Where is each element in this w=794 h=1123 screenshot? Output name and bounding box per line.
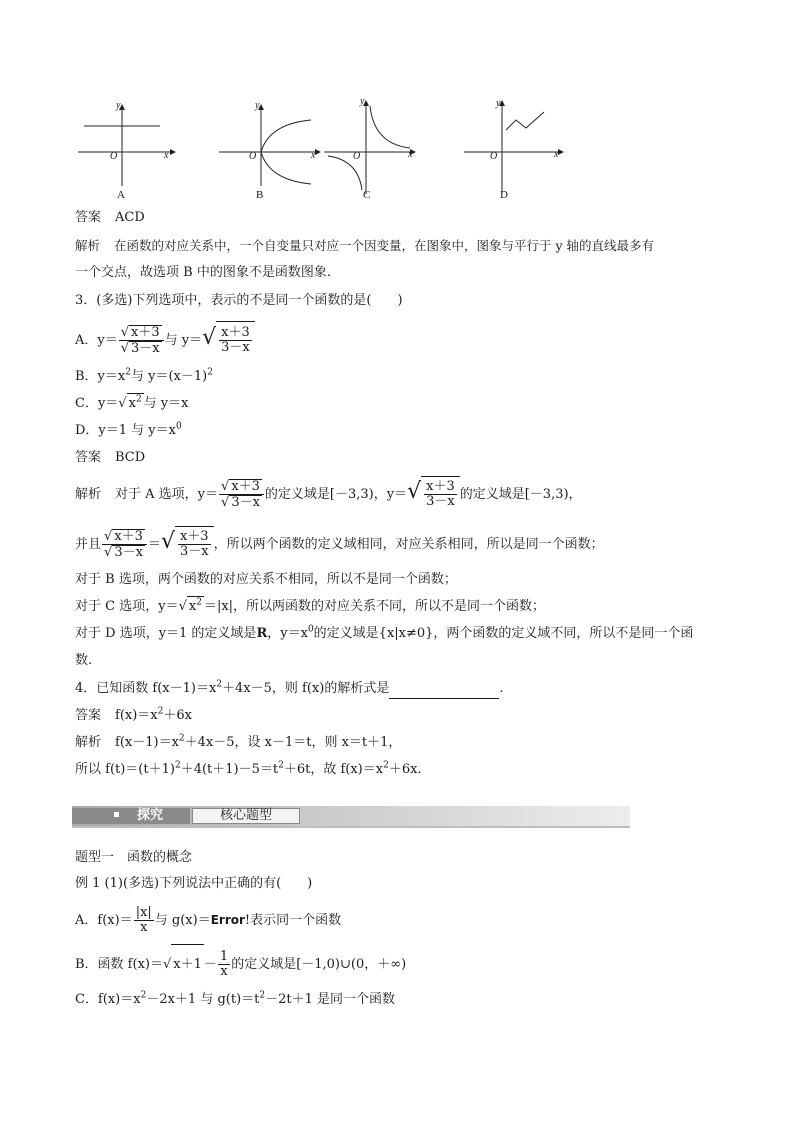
text: ＋4x－5，则 f(x)的解析式是 (222, 681, 390, 696)
q3-option-c (75, 393, 188, 414)
graph-c-caption: C (363, 189, 371, 201)
frac-den: 3－x (179, 544, 209, 559)
frac-den: x (140, 920, 148, 935)
graph-b-origin: O (249, 151, 257, 162)
frac (134, 906, 154, 935)
sup: 2 (140, 990, 147, 1001)
text: ＋6x. (388, 762, 422, 777)
frac-den: x (220, 964, 228, 979)
real-set-R: R (256, 626, 268, 641)
text: 对于 D 选项，y＝1 的定义域是 (75, 626, 257, 641)
text: B．函数 f(x)＝ (75, 957, 163, 972)
frac (218, 950, 230, 979)
error-text: Error (210, 913, 245, 927)
graph-a-origin: O (110, 151, 118, 162)
sqrt-sign: √ (104, 545, 113, 560)
banner-rule (72, 826, 630, 828)
graph-b-x-label: x (311, 150, 316, 161)
graph-b-y-label: y (255, 100, 260, 111)
graph-c-origin: O (353, 151, 361, 162)
frac-den: 3－x (426, 494, 455, 509)
text: ＋4(t＋1)－5＝t (180, 762, 279, 777)
topic-title: 题型一 函数的概念 (75, 850, 193, 865)
q4-analysis-line1 (75, 733, 401, 753)
graph-d (462, 96, 572, 206)
sqrt-sign: √ (160, 529, 175, 554)
analysis-tag: 解析 (75, 735, 102, 750)
frac-num: x＋3 (179, 529, 209, 544)
q3-analysis-b: 对于 B 选项，两个函数的对应关系不相同，所以不是同一个函数； (75, 572, 457, 587)
q3-option-b-b: 与 y＝(x－1) (130, 369, 208, 384)
q3-option-b-a: B．y＝x (75, 369, 126, 384)
frac-num: 1 (219, 949, 229, 964)
text: ＋4x－5，设 x－1＝t，则 x＝t＋1， (184, 735, 402, 750)
q2-analysis-line2: 一个交点，故选项 B 中的图象不是函数图象. (75, 265, 331, 280)
text: 的定义域是[－3,3)， (459, 487, 582, 502)
frac (102, 529, 147, 560)
q2-answer: ACD (115, 210, 145, 225)
frac (219, 479, 264, 510)
example-option-b (75, 944, 406, 985)
q4-stem (75, 679, 503, 699)
graph-b (215, 100, 325, 201)
answer-blank[interactable] (389, 684, 499, 699)
text: 与 g(x)＝ (154, 913, 211, 928)
radicand: x＋3 (231, 479, 260, 494)
sup: 2 (178, 733, 185, 744)
graph-d-x-label: x (554, 149, 559, 160)
x: x (188, 599, 197, 614)
graph-a (78, 100, 178, 201)
example-option-a (75, 900, 341, 941)
sqrt-sign: √ (221, 495, 230, 510)
q3-option-a (75, 320, 255, 359)
text: ＝ (147, 537, 161, 552)
banner-tab1-label: 探究 (137, 808, 164, 823)
graph-c-x-label: x (408, 149, 413, 160)
q3-answer-line (75, 448, 145, 468)
graph-a-x-label: x (164, 150, 169, 161)
text: ＋6t，故 f(x)＝x (283, 762, 384, 777)
text: ＝|x|，所以两函数的对应关系不同，所以不是同一个函数； (203, 599, 546, 614)
text: 对于 C 选项，y＝ (75, 599, 179, 614)
q3-option-b (75, 367, 213, 387)
answer-tag: 答案 (75, 708, 102, 723)
q3-analysis-a1 (75, 474, 582, 513)
sqrt-sign: √ (118, 396, 127, 411)
sup: 2 (174, 760, 181, 771)
sup: 2 (278, 760, 284, 771)
sqrt-sign: √ (120, 325, 130, 340)
q2-answer-line (75, 208, 145, 228)
text: 所以 f(t)＝(t＋1) (75, 762, 175, 777)
radicand: x＋1 (171, 944, 204, 985)
sup: 2 (259, 990, 266, 1001)
q3-answer: BCD (115, 450, 146, 465)
q3-option-d (75, 421, 182, 441)
q4-answer-line (75, 706, 192, 726)
sup: 2 (216, 679, 223, 690)
example-option-c (75, 990, 395, 1010)
q3-analysis-d-cont: 数. (75, 653, 93, 668)
q3-stem: 3．(多选)下列选项中，表示的不是同一个函数的是( ) (75, 293, 403, 308)
x: x (128, 396, 136, 411)
text: !表示同一个函数 (244, 913, 342, 928)
radicand (127, 393, 144, 414)
graph-c (322, 96, 422, 206)
minus: － (203, 957, 217, 972)
radical (421, 476, 460, 513)
graph-d-caption: D (500, 189, 508, 201)
sup: 2 (125, 367, 131, 378)
sqrt-sign: √ (202, 325, 217, 350)
text: 的定义域是{x|x≠0}，两个函数的定义域不同，所以不是同一个函 (313, 626, 694, 641)
graph-b-plot (215, 100, 325, 190)
sup: 2 (207, 367, 213, 378)
analysis-tag: 解析 (75, 487, 102, 502)
q3-analysis-a2 (75, 524, 604, 563)
section-banner (72, 806, 630, 826)
banner-tab-explore (72, 808, 190, 824)
q3-analysis-c (75, 596, 545, 617)
radicand: x＋3 (114, 529, 143, 544)
example-stem: 例 1 (1)(多选)下列说法中正确的有( ) (75, 876, 313, 891)
text: 并且 (75, 537, 102, 552)
radical (175, 526, 214, 563)
text: 对于 A 选项，y＝ (115, 487, 219, 502)
text: 的定义域是[－1,0)∪(0，＋∞) (231, 957, 407, 972)
q4-analysis-line2 (75, 760, 422, 780)
text: . (499, 681, 504, 696)
text: 的定义域是[－3,3)，y＝ (264, 487, 408, 502)
radicand: 3－x (231, 495, 260, 510)
q3-option-c-prefix: C．y＝ (75, 396, 119, 411)
radicand: 3－x (131, 341, 160, 356)
text: f(x)＝x (115, 708, 158, 723)
graph-a-y-label: y (116, 100, 121, 111)
text: A．f(x)＝ (75, 913, 133, 928)
radicand: x＋3 (131, 325, 160, 340)
sqrt-sign: √ (407, 479, 422, 504)
q3-option-c-suffix: 与 y＝x (143, 396, 189, 411)
text: －2x＋1 与 g(t)＝t (146, 992, 260, 1007)
q3-option-a-frac1 (119, 325, 164, 356)
q2-analysis-text1: 在函数的对应关系中，一个自变量只对应一个因变量，在图象中，图象与平行于 y 轴的直线最多有 (114, 238, 655, 253)
text: ，所以两个函数的定义域相同，对应关系相同，所以是同一个函数； (213, 537, 604, 552)
banner-tab-core: 核心题型 (192, 808, 300, 824)
answer-tag: 答案 (75, 210, 102, 225)
frac-num: x＋3 (426, 479, 455, 494)
frac-num: |x| (135, 905, 152, 920)
graph-a-caption: A (117, 189, 125, 201)
text: 4．已知函数 f(x－1)＝x (75, 681, 217, 696)
sup: 2 (135, 394, 142, 405)
sup: 2 (157, 706, 164, 717)
answer-tag: 答案 (75, 450, 102, 465)
sqrt-sign: √ (162, 957, 172, 972)
sqrt-sign: √ (104, 529, 113, 544)
text: f(x－1)＝x (115, 735, 179, 750)
q3-option-a-radical (216, 321, 255, 359)
text: C．f(x)＝x (75, 992, 141, 1007)
graph-b-caption: B (256, 189, 264, 201)
graph-d-origin: O (490, 151, 498, 162)
sqrt-sign: √ (120, 341, 130, 356)
q2-analysis-line1 (75, 236, 654, 256)
graph-c-y-label: y (360, 96, 365, 107)
graph-a-plot (78, 100, 178, 190)
frac-den: 3－x (221, 340, 250, 355)
frac-num: x＋3 (221, 325, 250, 340)
sqrt-sign: √ (221, 479, 230, 494)
q3-option-a-mid: 与 y＝ (164, 333, 203, 348)
q3-analysis-d (75, 624, 693, 644)
sqrt-sign: √ (178, 599, 187, 614)
graph-d-y-label: y (496, 98, 501, 109)
sup: 2 (383, 760, 389, 771)
graph-c-plot (322, 96, 422, 206)
q3-option-a-prefix: A．y＝ (75, 333, 118, 348)
text: ＋6x (163, 708, 192, 723)
sup: 2 (196, 597, 202, 608)
square-bullet-icon (114, 812, 119, 817)
q3-option-d-text: D．y＝1 与 y＝x (75, 423, 176, 438)
radicand (187, 596, 204, 617)
sup: 0 (175, 421, 182, 432)
radicand: 3－x (114, 545, 143, 560)
sup: 0 (307, 624, 314, 635)
analysis-tag: 解析 (75, 238, 101, 253)
text: ，y＝x (267, 626, 308, 641)
text: －2t＋1 是同一个函数 (265, 992, 396, 1007)
